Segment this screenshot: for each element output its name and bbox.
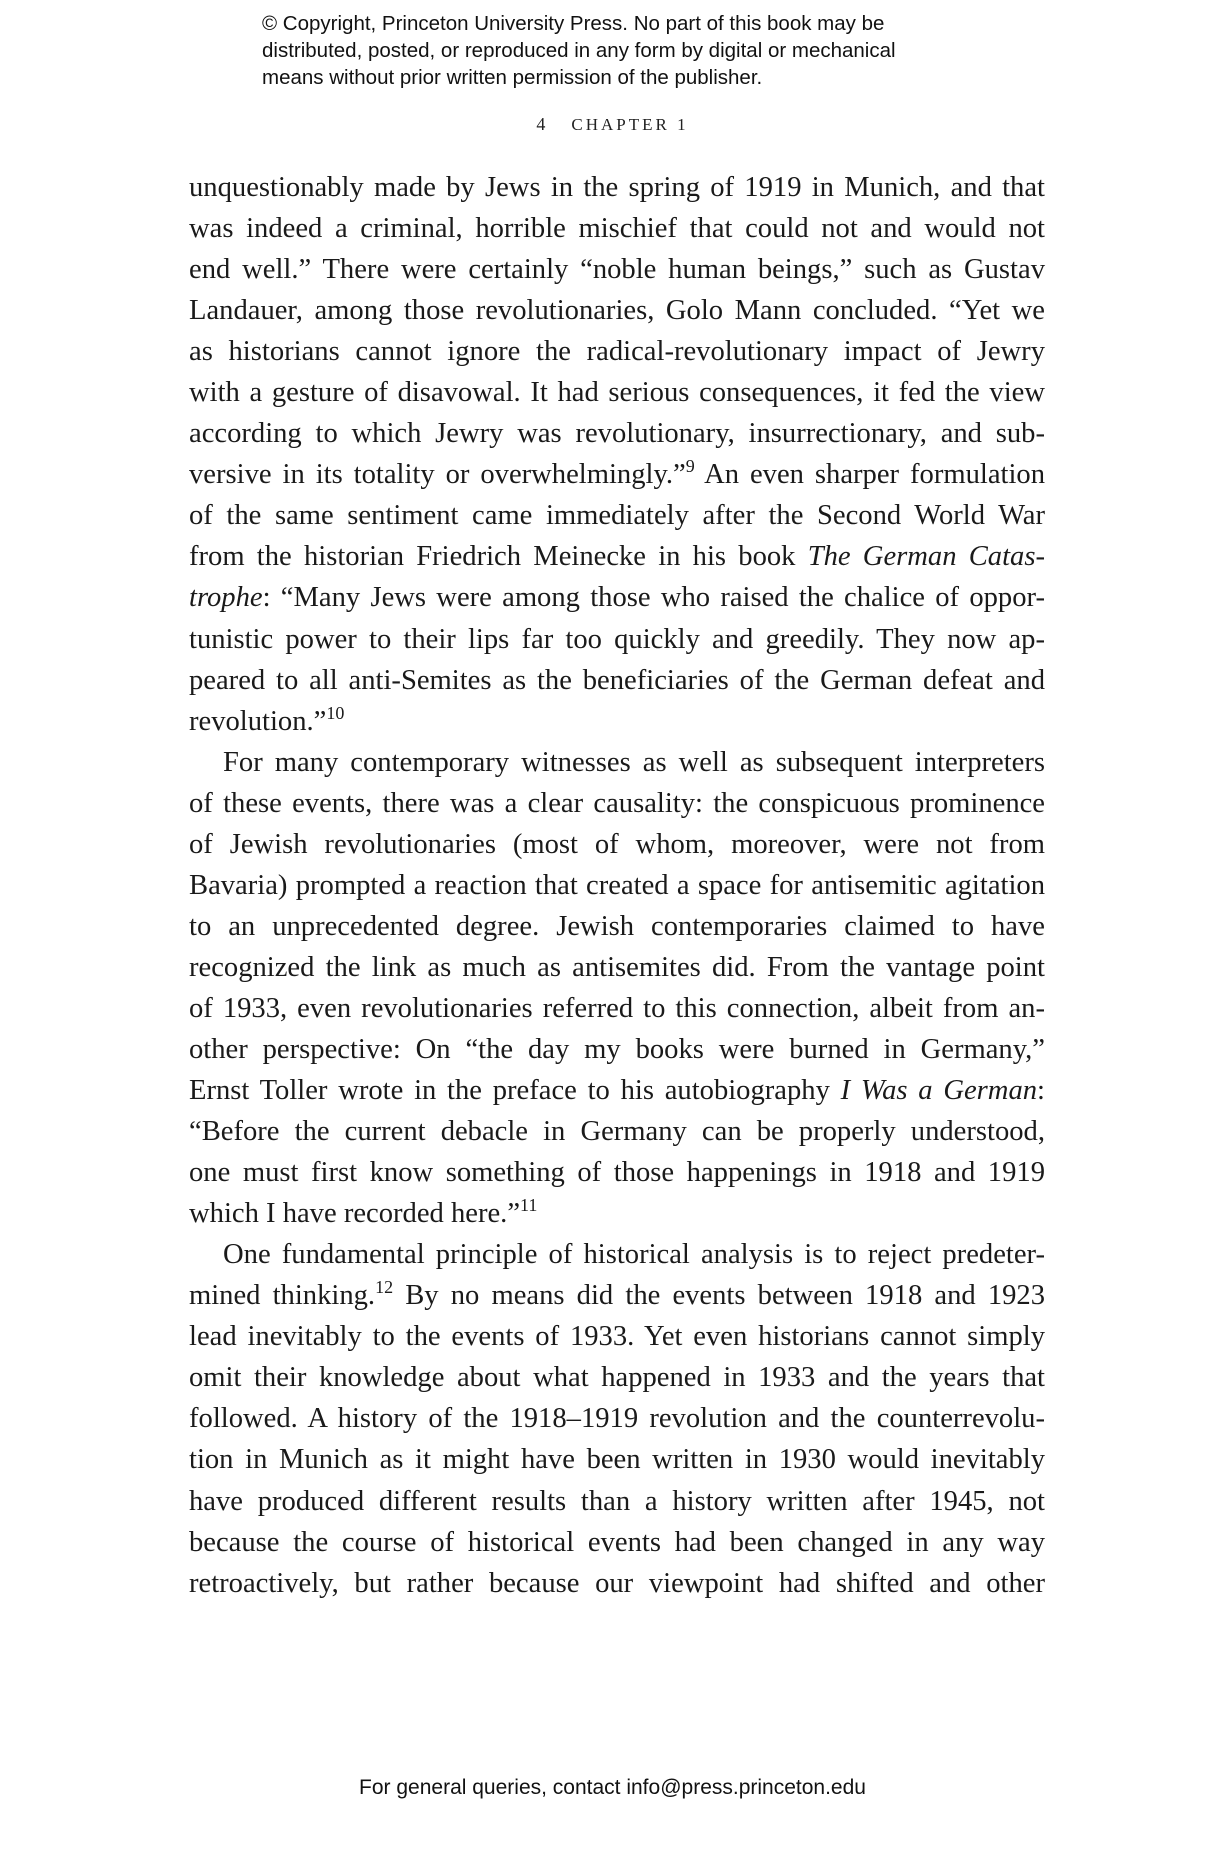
- text-line: [189, 1111, 1045, 1152]
- text-run: of Jewish revolutionaries (most of whom, moreover, were not from: [189, 828, 1045, 860]
- text-run: end well.” There were certainly “noble human beings,” such as Gustav: [189, 254, 1045, 286]
- text-run: mined thinking.: [189, 1280, 376, 1312]
- text-line: [189, 824, 1045, 865]
- copyright-line: means without prior written permission of the publisher.: [262, 66, 763, 89]
- italic-text: The German Catas-: [807, 541, 1045, 573]
- copyright-line: distributed, posted, or reproduced in any form by digital or mechanical: [262, 39, 896, 62]
- text-run: was indeed a criminal, horrible mischief that could not and would not: [189, 213, 1045, 245]
- text-line: [189, 413, 1045, 454]
- text-line: [189, 1398, 1045, 1439]
- text-line: [189, 1029, 1045, 1070]
- text-line: [189, 783, 1045, 824]
- text-line: [189, 536, 1045, 577]
- text-run: peared to all anti-Semites as the beneficiaries of the German defeat and: [189, 664, 1045, 696]
- footnote-ref: 9: [685, 456, 695, 477]
- text-line: [189, 495, 1045, 536]
- text-line: [189, 1234, 1045, 1275]
- text-run: By no means did the events between 1918 and 1923: [393, 1280, 1046, 1312]
- text-run: tunistic power to their lips far too quickly and greedily. They now ap-: [189, 623, 1045, 655]
- text-line: [189, 742, 1045, 783]
- text-line: [189, 619, 1045, 660]
- text-line: [189, 249, 1045, 290]
- page-number: 4: [536, 114, 546, 134]
- text-run: according to which Jewry was revolutionary, insurrectionary, and sub-: [189, 418, 1045, 450]
- text-run: of 1933, even revolutionaries referred to this connection, albeit from an-: [189, 992, 1045, 1024]
- text-line: [189, 1193, 1045, 1234]
- text-run: Ernst Toller wrote in the preface to his autobiography: [189, 1075, 841, 1107]
- text-line: [189, 1481, 1045, 1522]
- text-run: with a gesture of disavowal. It had serious consequences, it fed the view: [189, 377, 1045, 409]
- running-head: [0, 114, 1225, 135]
- text-run: An even sharper formulation: [694, 459, 1045, 491]
- text-line: [189, 988, 1045, 1029]
- text-run: Bavaria) prompted a reaction that created a space for antisemitic agitation: [189, 869, 1045, 901]
- text-run: because the course of historical events had been changed in any way: [189, 1526, 1045, 1558]
- copyright-line: © Copyright, Princeton University Press. No part of this book may be: [262, 12, 885, 35]
- text-line: [189, 701, 1045, 742]
- chapter-label: CHAPTER 1: [571, 115, 689, 134]
- copyright-notice: [262, 10, 982, 91]
- text-run: Landauer, among those revolutionaries, Golo Mann concluded. “Yet we: [189, 295, 1045, 327]
- text-line: [189, 1070, 1045, 1111]
- text-run: For many contemporary witnesses as well as subsequent interpreters: [223, 746, 1045, 778]
- body-text: [189, 167, 1045, 1604]
- text-line: [189, 1316, 1045, 1357]
- text-line: [189, 167, 1045, 208]
- footnote-ref: 11: [520, 1195, 538, 1216]
- text-run: One fundamental principle of historical analysis is to reject predeter-: [223, 1239, 1045, 1271]
- text-run: omit their knowledge about what happened in 1933 and the years that: [189, 1362, 1045, 1394]
- text-line: [189, 947, 1045, 988]
- footnote-ref: 10: [326, 702, 345, 723]
- text-line: [189, 454, 1045, 495]
- footnote-ref: 12: [375, 1277, 394, 1298]
- text-line: [189, 208, 1045, 249]
- text-line: [189, 865, 1045, 906]
- text-line: [189, 1522, 1045, 1563]
- text-run: from the historian Friedrich Meinecke in his book: [189, 541, 808, 573]
- text-run: “Before the current debacle in Germany can be properly understood,: [189, 1116, 1045, 1148]
- footer-contact: For general queries, contact info@press.princeton.edu: [359, 1776, 866, 1799]
- italic-text: I Was a German: [840, 1075, 1038, 1107]
- text-run: of these events, there was a clear causality: the conspicuous prominence: [189, 787, 1045, 819]
- text-line: [189, 1275, 1045, 1316]
- text-run: revolution.”: [189, 705, 327, 737]
- text-run: one must first know something of those happenings in 1918 and 1919: [189, 1157, 1045, 1189]
- italic-text: trophe: [189, 582, 263, 614]
- text-line: [189, 1563, 1045, 1604]
- text-run: as historians cannot ignore the radical-revolutionary impact of Jewry: [189, 336, 1045, 368]
- text-line: [189, 906, 1045, 947]
- text-run: lead inevitably to the events of 1933. Yet even historians cannot simply: [189, 1321, 1045, 1353]
- text-run: unquestionably made by Jews in the spring of 1919 in Munich, and that: [189, 172, 1045, 203]
- text-run: versive in its totality or overwhelmingly.”: [189, 459, 686, 491]
- text-run: :: [1037, 1075, 1045, 1107]
- text-line: [189, 290, 1045, 331]
- text-line: [189, 660, 1045, 701]
- text-run: recognized the link as much as antisemites did. From the vantage point: [189, 951, 1045, 983]
- text-line: [189, 1152, 1045, 1193]
- text-run: of the same sentiment came immediately after the Second World War: [189, 500, 1045, 532]
- text-run: followed. A history of the 1918–1919 revolution and the counterrevolu-: [189, 1403, 1045, 1435]
- text-run: which I have recorded here.”: [189, 1198, 521, 1230]
- text-line: [189, 331, 1045, 372]
- text-run: : “Many Jews were among those who raised the chalice of oppor-: [262, 582, 1045, 614]
- text-line: [189, 1357, 1045, 1398]
- text-line: [189, 1439, 1045, 1480]
- text-run: other perspective: On “the day my books were burned in Germany,”: [189, 1033, 1045, 1065]
- text-run: to an unprecedented degree. Jewish contemporaries claimed to have: [189, 910, 1045, 942]
- text-run: tion in Munich as it might have been written in 1930 would inevitably: [189, 1444, 1045, 1476]
- text-line: [189, 577, 1045, 618]
- text-run: retroactively, but rather because our viewpoint had shifted and other: [189, 1567, 1045, 1599]
- text-line: [189, 372, 1045, 413]
- text-run: have produced different results than a history written after 1945, not: [189, 1485, 1045, 1517]
